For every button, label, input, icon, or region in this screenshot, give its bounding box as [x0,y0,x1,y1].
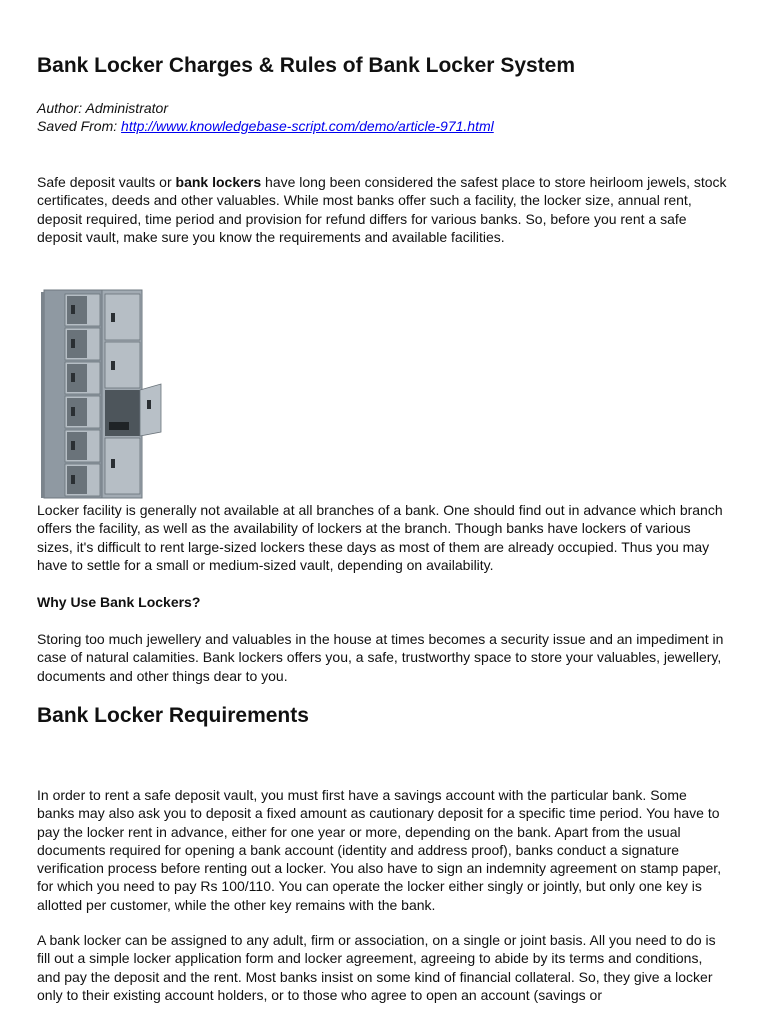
saved-from-label: Saved From: [37,118,122,134]
locker-cabinet-image [41,288,165,502]
intro-bold-text: bank lockers [175,174,262,190]
intro-paragraph [37,173,727,246]
availability-paragraph: Locker facility is generally not available at all branches of a bank. One should find out in advance which branch offers the facility, as well as the availability of lockers at the branch. Though banks have lockers of various sizes, it's difficult to rent large-sized lockers these days as most of them are already occupied. Thus you may have to settle for a small or medium-sized vault, depending on availability. [37,502,723,573]
author-line: Author: Administrator [37,100,168,116]
requirements-heading: Bank Locker Requirements [37,704,309,727]
intro-text-before: Safe deposit vaults or [37,174,176,190]
assignment-paragraph: A bank locker can be assigned to any adult, firm or association, on a single or joint basis. All you need to do is fill out a simple locker application form and locker agreement, agreeing to abide by its terms and conditions, and pay the deposit and the rent. Most banks insist on some kind of financial collateral. So, they give a locker only to their existing account holders, or to those who agree to open an account (savings or [37,932,716,1003]
requirements-paragraph: In order to rent a safe deposit vault, you must first have a savings account with the particular bank. Some banks may also ask you to deposit a fixed amount as cautionary deposit for a specific time period. You have to pay the locker rent in advance, either for one year or more, depending on the bank. Apart from the usual documents required for opening a bank account (identity and address proof), banks conduct a signature verification process before renting out a locker. You also have to sign an indemnity agreement on stamp paper, for which you need to pay Rs 100/110. You can operate the locker either singly or jointly, but only one key is allotted per customer, while the other key remains with the bank. [37,787,722,913]
why-use-paragraph: Storing too much jewellery and valuables in the house at times becomes a security issue and an impediment in case of natural calamities. Bank lockers offers you, a safe, trustworthy space to store your valuables, jewellery, documents and other things dear to you. [37,631,724,684]
page-title: Bank Locker Charges & Rules of Bank Locker System [37,54,576,77]
saved-from-line [37,117,494,135]
why-use-heading: Why Use Bank Lockers? [37,594,201,610]
source-link[interactable]: http://www.knowledgebase-script.com/demo/article-971.html [121,118,494,134]
intro-text-after: have long been considered the safest place to store heirloom jewels, stock certificates, deeds and other valuables. While most banks offer such a facility, the locker size, annual rent, deposit required, time period and provision for refund differs for various banks. So, before you rent a safe deposit vault, make sure you know the requirements and available facilities. [37,174,727,245]
